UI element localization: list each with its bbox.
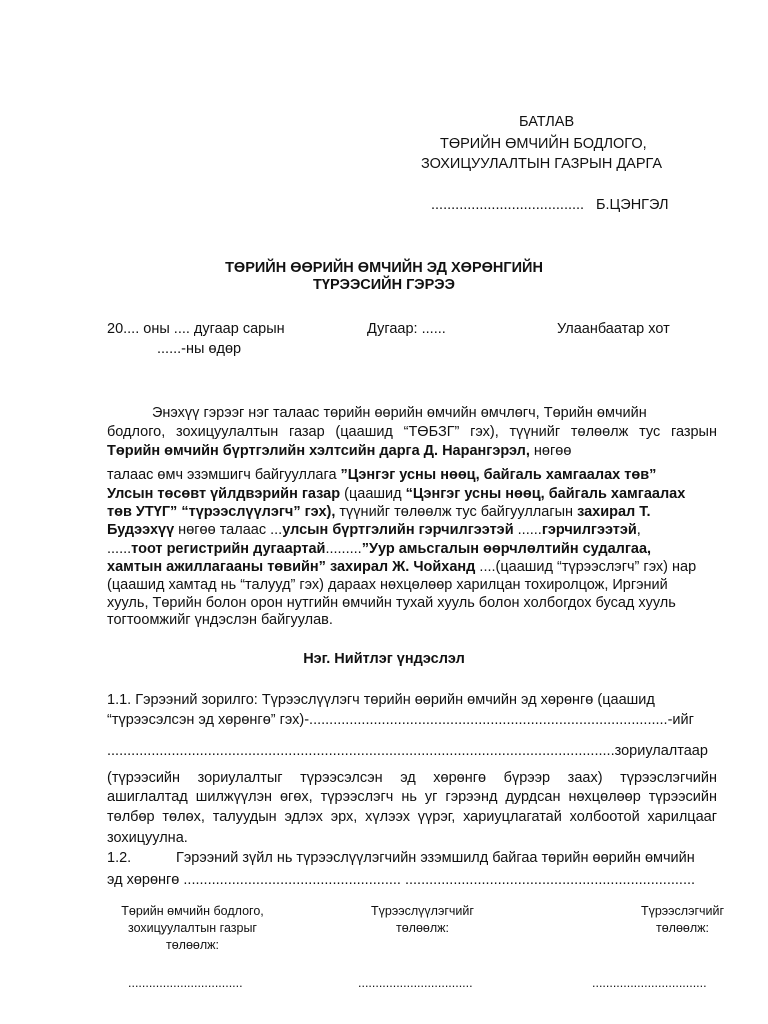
preamble-text: ...... xyxy=(107,541,132,557)
preamble-emphasis: “Цэнгэг усны нөөц, байгаль хамгаалах xyxy=(405,486,686,502)
preamble-text: ......... xyxy=(325,541,362,557)
clause-1-1-line: зохицуулна. xyxy=(107,830,188,846)
clause-1-1-line: 1.1. Гэрээний зорилго: Түрээслүүлэгч төрийн өөрийн өмчийн эд хөрөнгө (цаашид xyxy=(107,692,655,708)
date-line-2: ......-ны өдөр xyxy=(157,341,242,357)
signature-line: ................................. xyxy=(128,976,243,990)
preamble-emphasis: ”Уур амьсгалын өөрчлөлтийн судалгаа, xyxy=(361,541,652,557)
clause-1-2-line: эд хөрөнгө ...................................................... ........................................................................ xyxy=(107,872,696,888)
signature-label: төлөөлж: xyxy=(395,921,449,935)
signature-label: Түрээслүүлэгчийг xyxy=(371,904,474,918)
signature-label: төлөөлж: xyxy=(165,938,219,952)
preamble-line: хууль, Төрийн болон орон нутгийн өмчийн тухай хууль болон холбогдох бусад хууль xyxy=(107,595,676,611)
preamble-line xyxy=(107,558,717,576)
preamble-emphasis: гэрчилгээтэй xyxy=(541,522,637,538)
preamble-text: ...... xyxy=(513,522,542,538)
preamble-line xyxy=(107,485,717,503)
preamble-line: (цаашид хамтад нь “талууд” гэх) дараах нөхцөлөөр харилцан тохиролцож, Иргэний xyxy=(107,577,668,593)
contract-number: Дугаар: ...... xyxy=(367,321,446,337)
preamble-emphasis: тоот регистрийн дугаартай xyxy=(131,541,326,557)
preamble-line xyxy=(107,442,717,460)
signature-label: Төрийн өмчийн бодлого, xyxy=(121,904,264,918)
preamble-line: Энэхүү гэрээг нэг талаас төрийн өөрийн өмчийн өмчлөгч, Төрийн өмчийн xyxy=(152,405,647,421)
signature-block-lessee xyxy=(615,903,750,937)
clause-1-1-line: төлбөр төлөх, талуудын эдлэх эрх, хүлээх үүрэг, хариуцлагатай холбоотой харилцааг xyxy=(107,809,717,825)
preamble-text: ....(цаашид “түрээслэгч” гэх) нар xyxy=(475,559,697,575)
clause-1-2-line: Гэрээний зүйл нь түрээслүүлэгчийн эзэмшилд байгаа төрийн өөрийн өмчийн xyxy=(176,850,695,866)
signature-line: ................................. xyxy=(592,976,707,990)
preamble-line xyxy=(107,540,717,558)
clause-1-2-number: 1.2. xyxy=(107,850,132,866)
clause-1-1-line: (түрээсийн зориулалтыг түрээсэлсэн эд хөрөнгө бүрээр заах) түрээслэгчийн xyxy=(107,770,717,786)
signature-label: төлөөлж: xyxy=(655,921,709,935)
signature-line: ................................. xyxy=(358,976,473,990)
document-title-line-2: ТҮРЭЭСИЙН ГЭРЭЭ xyxy=(313,277,455,293)
approval-line-1: ТӨРИЙН ӨМЧИЙН БОДЛОГО, xyxy=(440,136,647,152)
signature-block-lessor xyxy=(350,903,495,937)
preamble-emphasis: Будээхүү xyxy=(107,522,175,538)
approval-signer: Б.ЦЭНГЭЛ xyxy=(596,197,669,213)
preamble-text: , xyxy=(636,522,641,538)
approval-title: БАТЛАВ xyxy=(519,114,575,130)
preamble-line xyxy=(107,503,717,521)
signature-label: зохицуулалтын газрыг xyxy=(128,921,257,935)
clause-1-1-line: ..............................................................................................................................зориулалтаар xyxy=(107,743,708,759)
preamble-text: түүнийг төлөөлж тус байгууллагын xyxy=(335,504,578,520)
preamble-text: нөгөө талаас ... xyxy=(174,522,283,538)
preamble-emphasis: захирал Т. xyxy=(577,504,651,520)
clause-1-1-line: “түрээсэлсэн эд хөрөнгө” гэх)-.........................................................................................-ийг xyxy=(107,712,694,728)
preamble-line: бодлого, зохицуулалтын газар (цаашид “ТӨБЗГ” гэх), түүнийг төлөөлж тус газрын xyxy=(107,424,717,440)
preamble-line xyxy=(107,466,717,484)
approval-line-2: ЗОХИЦУУЛАЛТЫН ГАЗРЫН ДАРГА xyxy=(421,156,663,172)
preamble-emphasis: улсын бүртгэлийн гэрчилгээтэй xyxy=(282,522,514,538)
preamble-text: (цаашид xyxy=(340,486,406,502)
signature-label: Түрээслэгчийг xyxy=(640,904,725,918)
date-line-1: 20.... оны .... дугаар сарын xyxy=(107,321,285,337)
preamble-text: талаас өмч эзэмшигч байгууллага xyxy=(107,467,341,483)
city: Улаанбаатар хот xyxy=(557,321,670,337)
section-heading: Нэг. Нийтлэг үндэслэл xyxy=(303,651,465,667)
preamble-emphasis: Төрийн өмчийн бүртгэлийн хэлтсийн дарга Д. Нарангэрэл, xyxy=(107,443,530,459)
preamble-emphasis: хамтын ажиллагааны төвийн” захирал Ж. Чойханд xyxy=(107,559,476,575)
signature-block-government xyxy=(100,903,285,954)
approval-signature-dots: ...................................... xyxy=(431,197,585,213)
preamble-text: нөгөө xyxy=(529,443,572,459)
preamble-line xyxy=(107,521,717,539)
preamble-line: тогтоомжийг үндэслэн байгуулав. xyxy=(107,612,333,628)
clause-1-1-line: ашиглалтад шилжүүлэн өгөх, түрээслэгч нь уг гэрээнд дурдсан нөхцөлөөр түрээсийн xyxy=(107,789,717,805)
preamble-emphasis: Улсын төсөвт үйлдвэрийн газар xyxy=(107,486,341,502)
preamble-emphasis: ”Цэнгэг усны нөөц, байгаль хамгаалах төв” xyxy=(340,467,657,483)
document-title-line-1: ТӨРИЙН ӨӨРИЙН ӨМЧИЙН ЭД ХӨРӨНГИЙН xyxy=(225,260,543,276)
preamble-emphasis: төв УТҮГ” “түрээслүүлэгч” гэх), xyxy=(107,504,336,520)
